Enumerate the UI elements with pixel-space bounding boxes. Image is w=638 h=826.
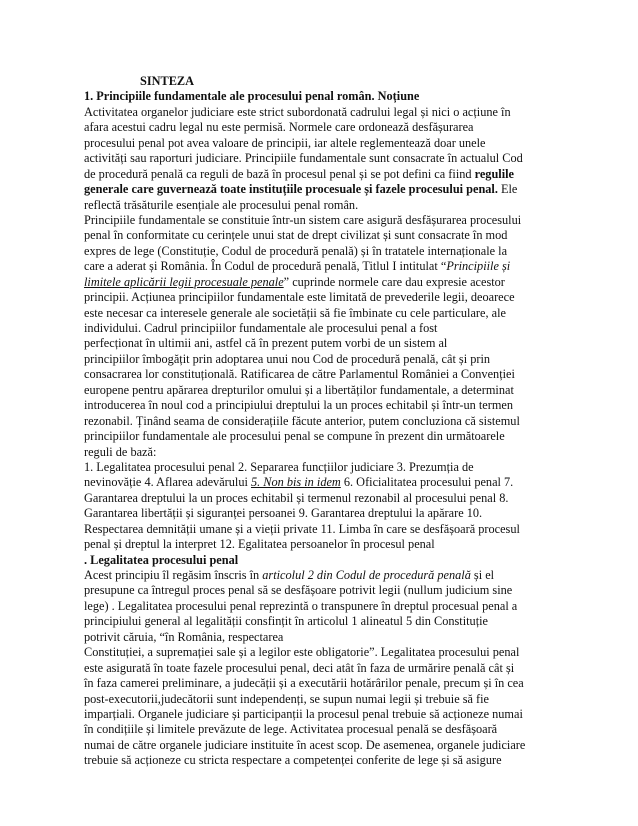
text-segment: 5. Non bis in idem bbox=[250, 475, 341, 490]
text-line bbox=[84, 738, 554, 753]
text-line bbox=[84, 707, 554, 722]
text-segment: principiului general al legalității consfințit în articolul 1 alineatul 5 din Constituție bbox=[84, 614, 488, 629]
text-line bbox=[84, 630, 554, 645]
text-line bbox=[84, 553, 554, 568]
text-segment: presupune ca întregul proces penal să se desfășoare potrivit legii (nullum judicium sine bbox=[84, 583, 513, 598]
text-line bbox=[84, 367, 554, 382]
text-segment: individului. Cadrul principiilor fundamentale ale procesului penal a fost bbox=[84, 321, 438, 335]
text-line bbox=[84, 151, 554, 166]
text-line bbox=[84, 228, 554, 243]
text-line bbox=[84, 583, 554, 598]
text-line bbox=[84, 753, 554, 768]
text-segment: principii. Acțiunea principiilor fundamentale este limitată de prevederile legii, deoarece bbox=[84, 290, 515, 305]
text-segment: reguli de bază: bbox=[84, 444, 157, 459]
text-segment: care a aderat și România. În Codul de procedură penală, Titlul I intitulat “ bbox=[84, 259, 447, 274]
text-segment: procesului penal pot avea valoare de principii, iar altele reglementează doar unele bbox=[84, 135, 486, 150]
text-segment: de procedură penală ca reguli de bază în procesul penal și se pot defini ca fiind bbox=[84, 166, 475, 181]
text-segment: 6. Oficialitatea procesului penal 7. bbox=[340, 475, 514, 490]
text-segment: în condițiile și limitele prevăzute de lege. Activitatea procesual penală se desfășoară bbox=[84, 722, 498, 737]
text-segment: generale care guvernează toate instituțiile procesuale și fazele procesului penal. bbox=[84, 182, 498, 197]
text-segment: consacrarea lor constituțională. Ratificarea de către Parlamentul României a Convenției bbox=[84, 367, 515, 382]
text-segment: și el bbox=[470, 568, 495, 582]
text-line bbox=[84, 445, 554, 460]
text-line bbox=[84, 259, 554, 274]
text-line bbox=[84, 244, 554, 259]
text-line bbox=[84, 321, 554, 336]
text-line bbox=[84, 120, 554, 135]
text-line bbox=[84, 105, 554, 120]
text-segment: introducerea în noul cod a principiului dreptului la un proces echitabil și într-un termen bbox=[84, 398, 513, 413]
text-segment: ” cuprinde normele care dau expresie acestor bbox=[283, 274, 505, 289]
text-segment: rezonabil. Ținând seama de considerațiile făcute anterior, putem concluziona că sistemul bbox=[84, 413, 520, 428]
text-line bbox=[84, 398, 554, 413]
document-title bbox=[84, 74, 554, 89]
text-line bbox=[84, 136, 554, 151]
text-segment: este necesar ca interesele generale ale societății să fie îmbinate cu cele particulare, ale bbox=[84, 305, 506, 320]
text-segment: penal în conformitate cu cerințele unui stat de drept civilizat și sunt consacrate în mod bbox=[84, 228, 508, 243]
text-segment: expres de lege (Constituție, Codul de procedură penală) și în tratatele internaționale la bbox=[84, 243, 508, 258]
text-line bbox=[84, 414, 554, 429]
text-segment: potrivit căruia, “în România, respectarea bbox=[84, 629, 284, 644]
text-segment: articolul 2 din Codul de procedură penală bbox=[262, 568, 471, 582]
text-segment: perfecționat în ultimii ani, astfel că în prezent putem vorbi de un sistem al bbox=[84, 336, 448, 351]
text-line bbox=[84, 336, 554, 351]
text-segment: europene pentru apărarea drepturilor omului și a libertăților fundamentale, a determinat bbox=[84, 382, 514, 397]
text-segment: Principiile și bbox=[446, 259, 511, 274]
text-segment: Ele bbox=[497, 182, 518, 197]
text-segment: este asigurată în toate fazele procesului penal, deci atât în faza de urmărire penală cât și bbox=[84, 660, 515, 675]
text-segment: activități sau raporturi judiciare. Principiile fundamentale sunt consacrate în actualul Cod bbox=[84, 151, 523, 166]
text-segment: regulile bbox=[474, 166, 514, 181]
text-line bbox=[84, 306, 554, 321]
text-line bbox=[84, 89, 554, 104]
text-segment: principiilor fundamentale ale procesului penal se compune în prezent din următoarele bbox=[84, 429, 505, 444]
text-segment: 1. Legalitatea procesului penal 2. Separarea funcțiilor judiciare 3. Prezumția de bbox=[84, 459, 474, 474]
text-segment: . Legalitatea procesului penal bbox=[84, 552, 239, 567]
text-line bbox=[84, 429, 554, 444]
text-line bbox=[84, 676, 554, 691]
text-segment: Activitatea organelor judiciare este strict subordonată cadrului legal și nici o acțiune în bbox=[84, 104, 511, 119]
text-segment: lege) . Legalitatea procesului penal reprezintă o transpunere în dreptul procesual penal a bbox=[84, 598, 518, 613]
text-segment: în faza camerei preliminare, a judecății și a executării hotărârilor penale, precum și în cea bbox=[84, 676, 524, 691]
text-segment: Garantarea dreptului la un proces echitabil și termenul rezonabil al procesului penal 8. bbox=[84, 490, 509, 505]
text-segment: Principiile fundamentale se constituie într-un sistem care asigură desfășurarea procesului bbox=[84, 212, 522, 227]
text-segment: 1. Principiile fundamentale ale procesului penal român. Noțiune bbox=[84, 89, 420, 104]
text-line bbox=[84, 213, 554, 228]
text-line bbox=[84, 491, 554, 506]
text-segment: trebuie să acționeze cu stricta respectare a competenței conferite de lege și să asigure bbox=[84, 753, 502, 768]
text-segment: afara acestui cadru legal nu este permisă. Normele care ordonează desfășurarea bbox=[84, 120, 474, 135]
text-line bbox=[84, 290, 554, 305]
text-segment: limitele aplicării legii procesuale penale bbox=[84, 274, 284, 289]
text-segment: Garantarea libertății și siguranței persoanei 9. Garantarea dreptului la apărare 10. bbox=[84, 506, 483, 521]
text-segment: imparțiali. Organele judiciare și participanții la procesul penal trebuie să acționeze numai bbox=[84, 706, 523, 721]
text-line bbox=[84, 645, 554, 660]
text-line bbox=[84, 383, 554, 398]
text-line bbox=[84, 614, 554, 629]
text-line bbox=[84, 661, 554, 676]
text-line bbox=[84, 182, 554, 197]
text-segment: numai de către organele judiciare instituite în acest scop. De asemenea, organele judiciare bbox=[84, 737, 526, 752]
text-line bbox=[84, 506, 554, 521]
text-line bbox=[84, 568, 554, 583]
text-line bbox=[84, 475, 554, 490]
text-segment: nevinovăție 4. Aflarea adevărului bbox=[84, 475, 251, 490]
text-line bbox=[84, 537, 554, 552]
document-page bbox=[84, 74, 554, 769]
text-line bbox=[84, 722, 554, 737]
text-segment: principiilor îmbogățit prin adoptarea unui nou Cod de procedură penală, cât și prin bbox=[84, 351, 491, 366]
text-segment: penal și dreptul la interpret 12. Egalitatea persoanelor în procesul penal bbox=[84, 537, 435, 552]
text-segment: SINTEZA bbox=[140, 74, 194, 88]
text-segment: Constituției, a supremației sale și a legilor este obligatorie”. Legalitatea procesului penal bbox=[84, 645, 520, 660]
text-segment: Acest principiu îl regăsim înscris în bbox=[84, 568, 263, 582]
text-line bbox=[84, 460, 554, 475]
text-line bbox=[84, 352, 554, 367]
text-line bbox=[84, 167, 554, 182]
text-line bbox=[84, 198, 554, 213]
text-line bbox=[84, 692, 554, 707]
text-segment: Respectarea demnității umane și a vieții private 11. Limba în care se desfășoară procesul bbox=[84, 521, 520, 536]
text-segment: reflectă trăsăturile esențiale ale procesului penal român. bbox=[84, 197, 359, 212]
text-segment: post-executorii,judecătorii sunt independenți, se supun numai legii și trebuie să fie bbox=[84, 691, 490, 706]
text-line bbox=[84, 275, 554, 290]
text-line bbox=[84, 522, 554, 537]
text-line bbox=[84, 599, 554, 614]
